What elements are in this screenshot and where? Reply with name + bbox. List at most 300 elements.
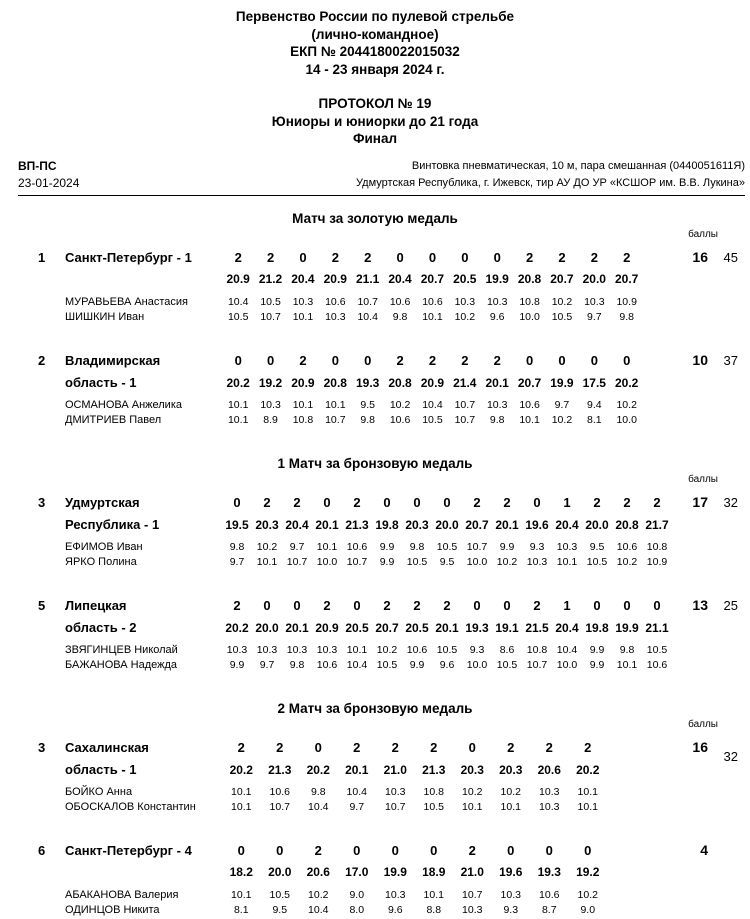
- shot-value: 9.3: [503, 903, 519, 916]
- stage-title: Финал: [352, 131, 398, 146]
- balls-column-header-row: [0, 229, 750, 241]
- shot-value: 2: [623, 494, 631, 510]
- shot-value: 10.5: [422, 413, 443, 426]
- shot-value: 9.7: [349, 800, 365, 813]
- shot-value: 2: [293, 494, 301, 510]
- shot-value: 10.3: [539, 785, 560, 798]
- shot-value: 18.9: [422, 864, 446, 879]
- shot-value: 9.6: [387, 903, 403, 916]
- shot-value: 10.5: [496, 658, 518, 671]
- shot-value: 20.5: [345, 620, 369, 635]
- team-rank: 5: [38, 597, 46, 613]
- shot-value: 10.5: [436, 540, 458, 553]
- shot-value: 21.2: [258, 271, 283, 286]
- shot-value: 10.4: [308, 800, 329, 813]
- shot-value: 9.8: [619, 310, 634, 323]
- athlete-row: [0, 659, 750, 674]
- shot-value: 2: [353, 739, 361, 755]
- shot-value: 0: [237, 842, 245, 858]
- shot-value: 2: [507, 739, 515, 755]
- shot-value: 10.2: [616, 398, 637, 411]
- shot-value: 2: [263, 494, 271, 510]
- shot-value: 20.2: [615, 375, 639, 390]
- shot-value: 10.6: [616, 540, 638, 553]
- secondary-value: 32: [723, 748, 738, 764]
- shot-value: 17.0: [345, 864, 369, 879]
- shot-value: 20.5: [405, 620, 429, 635]
- shot-value: 10.8: [526, 643, 548, 656]
- shot-value: 20.2: [225, 620, 249, 635]
- shot-value: 10.6: [406, 643, 428, 656]
- shot-value: 8.1: [587, 413, 602, 426]
- shot-value: 10.2: [577, 888, 598, 901]
- shot-value: 10.2: [500, 785, 521, 798]
- shot-value: 9.9: [409, 658, 425, 671]
- series-totals-row: [0, 620, 750, 644]
- category-title: Юниоры и юниорки до 21 года: [271, 113, 479, 129]
- shot-value: 10.7: [269, 800, 290, 813]
- shot-value: 9.3: [529, 540, 545, 553]
- shot-value: 10.2: [454, 310, 476, 323]
- athlete-row: [0, 541, 750, 556]
- shot-value: 0: [545, 842, 553, 858]
- shot-value: 9.8: [310, 785, 326, 798]
- shot-value: 0: [276, 842, 284, 858]
- shot-value: 10.7: [454, 413, 476, 426]
- event-date: 23-01-2024: [18, 175, 80, 190]
- shot-value: 2: [413, 597, 421, 613]
- shot-value: 9.0: [349, 888, 365, 901]
- athlete-scores: [222, 541, 672, 553]
- event-code: ВП-ПС: [18, 158, 57, 173]
- section-title: 2 Матч за бронзовую медаль: [277, 700, 473, 716]
- team-rank: 6: [38, 842, 46, 858]
- secondary-value: 37: [723, 352, 738, 368]
- shot-value: 20.9: [420, 375, 445, 390]
- shot-value: 20.4: [555, 517, 579, 532]
- shot-value: 19.6: [525, 517, 549, 532]
- athlete-scores: [222, 296, 643, 308]
- shot-value: 20.0: [268, 864, 292, 879]
- shot-value: 0: [331, 352, 339, 368]
- shot-value: 20.1: [485, 375, 509, 390]
- shot-value: 0: [653, 597, 661, 613]
- shot-value: 2: [653, 494, 661, 510]
- balls-column-header-row: [0, 719, 750, 731]
- team-name-line1: Сахалинская: [65, 739, 149, 755]
- points-row: [0, 842, 750, 865]
- shot-value: 9.5: [360, 398, 375, 411]
- shot-value: 19.5: [225, 517, 249, 532]
- shot-value: 10.1: [422, 310, 443, 323]
- series-totals: [222, 621, 672, 635]
- shot-value: 20.8: [388, 375, 412, 390]
- team-rank: 3: [38, 739, 46, 755]
- shot-value: 9.9: [379, 555, 395, 568]
- event-meta-right: [356, 158, 745, 192]
- shot-value: 21.1: [356, 271, 380, 286]
- athlete-name: ОБОСКАЛОВ Константин: [65, 800, 196, 813]
- shot-value: 0: [266, 352, 275, 368]
- match-points: [222, 250, 643, 265]
- athlete-name: БАЖАНОВА Надежда: [65, 658, 178, 671]
- shot-value: 20.9: [323, 271, 347, 286]
- shot-value: 20.4: [291, 271, 315, 286]
- balls-column-header: баллы: [688, 473, 718, 485]
- tournament-title: Первенство России по пулевой стрельбе: [235, 9, 515, 24]
- team-rank: 1: [38, 249, 46, 265]
- shot-value: 10.2: [616, 555, 638, 568]
- shot-value: 10.7: [325, 413, 346, 426]
- shot-value: 9.9: [589, 658, 605, 671]
- shot-value: 9.7: [587, 310, 602, 323]
- shot-value: 9.8: [289, 658, 305, 671]
- athlete-row: [0, 786, 750, 801]
- shot-value: 2: [493, 352, 501, 368]
- shot-value: 1: [563, 597, 571, 613]
- balls-column-header: баллы: [688, 718, 718, 730]
- shot-value: 0: [396, 249, 404, 265]
- shot-value: 21.3: [422, 762, 446, 777]
- athlete-name: ЕФИМОВ Иван: [65, 540, 143, 553]
- match-points: [222, 843, 607, 858]
- team-block-vladimir1: [0, 352, 750, 429]
- athlete-name: МУРАВЬЕВА Анастасия: [65, 295, 189, 308]
- shot-value: 2: [590, 249, 598, 265]
- series-totals: [222, 763, 607, 777]
- shot-value: 19.9: [550, 375, 574, 390]
- shot-value: 10.4: [227, 295, 249, 308]
- shot-value: 0: [353, 597, 361, 613]
- shot-value: 20.3: [460, 762, 484, 777]
- shot-value: 10.5: [646, 643, 668, 656]
- shot-value: 10.1: [292, 310, 314, 323]
- secondary-value: 45: [723, 249, 738, 265]
- team-rank: 2: [38, 352, 46, 368]
- shot-value: 19.3: [537, 864, 561, 879]
- athlete-row: [0, 904, 750, 919]
- shot-value: 10.2: [376, 643, 398, 656]
- shot-value: 21.7: [645, 517, 669, 532]
- shot-value: 10.6: [316, 658, 338, 671]
- shot-value: 19.3: [465, 620, 489, 635]
- athlete-name: ШИШКИН Иван: [65, 310, 145, 323]
- athlete-row: [0, 311, 750, 326]
- shot-value: 10.1: [423, 888, 444, 901]
- shot-value: 8.7: [541, 903, 557, 916]
- shot-value: 10.5: [423, 800, 444, 813]
- shot-value: 21.5: [525, 620, 549, 635]
- shot-value: 20.7: [550, 271, 574, 286]
- shot-value: 0: [413, 494, 421, 510]
- series-totals-row: [0, 375, 750, 399]
- shot-value: 20.0: [435, 517, 459, 532]
- shot-value: 0: [428, 249, 437, 265]
- shot-value: 2: [331, 249, 339, 265]
- shot-value: 0: [590, 352, 598, 368]
- shot-value: 10.3: [385, 888, 406, 901]
- shot-value: 0: [383, 494, 391, 510]
- athlete-scores: [222, 801, 607, 813]
- shot-value: 21.3: [268, 762, 292, 777]
- shot-value: 0: [364, 352, 372, 368]
- shot-value: 10.7: [385, 800, 406, 813]
- shot-value: 20.2: [226, 375, 250, 390]
- shot-value: 20.6: [537, 762, 561, 777]
- shot-value: 10.0: [466, 555, 488, 568]
- shot-value: 10.6: [389, 295, 411, 308]
- shot-value: 10.4: [346, 785, 367, 798]
- section-title: Матч за золотую медаль: [292, 210, 458, 226]
- shot-value: 10.1: [325, 398, 346, 411]
- shot-value: 10.3: [526, 555, 548, 568]
- shot-value: 10.8: [423, 785, 444, 798]
- athlete-row: [0, 414, 750, 429]
- shot-value: 2: [314, 842, 322, 858]
- shot-value: 10.3: [256, 643, 278, 656]
- shot-value: 20.5: [453, 271, 477, 286]
- shot-value: 10.3: [260, 398, 281, 411]
- shot-value: 21.0: [460, 864, 484, 879]
- shot-value: 2: [443, 597, 451, 613]
- shot-value: 10.9: [646, 555, 668, 568]
- series-totals: [222, 518, 672, 532]
- shot-value: 2: [276, 739, 284, 755]
- shot-value: 20.9: [291, 375, 315, 390]
- shot-value: 10.2: [551, 295, 573, 308]
- shot-value: 20.1: [285, 620, 309, 635]
- shot-value: 10.2: [256, 540, 278, 553]
- shot-value: 9.5: [589, 540, 605, 553]
- shot-value: 20.2: [576, 762, 600, 777]
- venue-info: Удмуртская Республика, г. Ижевск, тир АУ ДО УР «КСШОР им. В.В. Лукина»: [356, 176, 745, 189]
- shot-value: 10.5: [269, 888, 290, 901]
- shot-value: 10.7: [462, 888, 483, 901]
- shot-value: 20.9: [226, 271, 250, 286]
- shot-value: 10.7: [260, 310, 281, 323]
- team-name-line1: Липецкая: [65, 597, 127, 613]
- match-points: [222, 598, 672, 613]
- series-totals: [222, 865, 607, 879]
- athlete-scores: [222, 556, 672, 568]
- shot-value: 20.7: [375, 620, 399, 635]
- shot-value: 10.3: [539, 800, 560, 813]
- shot-value: 10.6: [539, 888, 560, 901]
- shot-value: 10.2: [389, 398, 411, 411]
- shot-value: 20.2: [229, 762, 253, 777]
- shot-value: 10.7: [526, 658, 548, 671]
- shot-value: 10.1: [292, 398, 314, 411]
- shot-value: 9.9: [379, 540, 395, 553]
- shot-value: 9.8: [619, 643, 635, 656]
- shot-value: 9.5: [439, 555, 455, 568]
- athlete-row: [0, 556, 750, 571]
- shot-value: 2: [428, 352, 437, 368]
- shot-value: 10.1: [231, 888, 252, 901]
- shot-value: 20.3: [255, 517, 279, 532]
- shot-value: 0: [314, 739, 322, 755]
- shot-value: 20.3: [499, 762, 523, 777]
- shot-value: 2: [391, 739, 399, 755]
- shot-value: 10.3: [292, 295, 314, 308]
- balls-value: 16: [692, 738, 708, 755]
- shot-value: 10.1: [231, 800, 252, 813]
- shot-value: 10.7: [466, 540, 488, 553]
- shot-value: 10.2: [551, 413, 573, 426]
- team-name-line1: Санкт-Петербург - 1: [65, 249, 192, 265]
- shot-value: 10.4: [357, 310, 378, 323]
- athlete-name: ЯРКО Полина: [65, 555, 137, 568]
- shot-value: 2: [364, 249, 372, 265]
- shot-value: 20.0: [582, 271, 606, 286]
- shot-value: 0: [473, 597, 481, 613]
- shot-value: 21.0: [383, 762, 407, 777]
- balls-value: 13: [692, 596, 708, 613]
- team-name-line2: Республика - 1: [65, 516, 160, 532]
- shot-value: 10.1: [256, 555, 278, 568]
- shot-value: 9.6: [439, 658, 455, 671]
- athlete-scores: [222, 399, 643, 411]
- team-name-line2: область - 1: [65, 761, 137, 777]
- shot-value: 10.4: [308, 903, 329, 916]
- shot-value: 2: [396, 352, 404, 368]
- ekp-number: ЕКП № 2044180022015032: [290, 44, 460, 59]
- shot-value: 10.7: [286, 555, 308, 568]
- shot-value: 9.0: [580, 903, 596, 916]
- shot-value: 19.8: [585, 620, 609, 635]
- series-totals-row: [0, 865, 750, 889]
- points-row: [0, 249, 750, 272]
- athlete-row: [0, 801, 750, 816]
- athlete-scores: [222, 644, 672, 656]
- event-meta-strip: [18, 158, 745, 196]
- shot-value: 10.7: [346, 555, 368, 568]
- team-name-line1: Удмуртская: [65, 494, 140, 510]
- shot-value: 0: [503, 597, 511, 613]
- shot-value: 10.5: [551, 310, 573, 323]
- shot-value: 10.1: [227, 413, 249, 426]
- shot-value: 20.7: [615, 271, 639, 286]
- athlete-scores: [222, 889, 607, 901]
- secondary-value: 25: [723, 597, 738, 613]
- shot-value: 10.8: [646, 540, 668, 553]
- shot-value: 10.7: [454, 398, 476, 411]
- shot-value: 10.3: [226, 643, 248, 656]
- shot-value: 2: [533, 597, 541, 613]
- shot-value: 0: [293, 597, 301, 613]
- shot-value: 10.4: [422, 398, 443, 411]
- section-title: 1 Матч за бронзовую медаль: [277, 455, 473, 471]
- shot-value: 0: [234, 352, 242, 368]
- shot-value: 10.1: [500, 800, 521, 813]
- shot-value: 20.8: [517, 271, 542, 286]
- section-bronze-medal-match-1: [0, 455, 750, 674]
- balls-value: 4: [700, 841, 708, 858]
- shot-value: 19.9: [383, 864, 407, 879]
- team-block-spb1: [0, 249, 750, 326]
- shot-value: 2: [468, 842, 476, 858]
- shot-value: 0: [533, 494, 541, 510]
- balls-value: 10: [692, 351, 708, 368]
- shot-value: 19.3: [356, 375, 380, 390]
- tournament-subtitle: (лично-командное): [311, 26, 439, 42]
- points-row: [0, 597, 750, 620]
- shot-value: 20.1: [345, 762, 369, 777]
- match-points: [222, 740, 607, 755]
- balls-column-header-row: [0, 474, 750, 486]
- shot-value: 10.5: [260, 295, 281, 308]
- shot-value: 8.0: [349, 903, 365, 916]
- points-row: [0, 739, 750, 762]
- athlete-name: ОСМАНОВА Анжелика: [65, 398, 182, 411]
- team-rank: 3: [38, 494, 46, 510]
- shot-value: 9.8: [489, 413, 505, 426]
- shot-value: 10.3: [584, 295, 605, 308]
- shot-value: 18.2: [229, 864, 253, 879]
- shot-value: 9.3: [469, 643, 485, 656]
- athlete-scores: [222, 414, 643, 426]
- shot-value: 0: [558, 352, 566, 368]
- shot-value: 10.3: [325, 310, 346, 323]
- event-meta-left: [18, 158, 79, 192]
- shot-value: 10.1: [616, 658, 638, 671]
- shot-value: 10.2: [462, 785, 483, 798]
- athlete-row: [0, 399, 750, 414]
- shot-value: 19.9: [485, 271, 509, 286]
- shot-value: 9.7: [259, 658, 275, 671]
- shot-value: 9.9: [589, 643, 605, 656]
- shot-value: 9.7: [554, 398, 570, 411]
- shot-value: 2: [299, 352, 307, 368]
- shot-value: 20.1: [315, 517, 339, 532]
- shot-value: 0: [323, 494, 331, 510]
- shot-value: 10.1: [519, 413, 540, 426]
- shot-value: 0: [623, 352, 631, 368]
- shot-value: 2: [558, 249, 566, 265]
- shot-value: 20.0: [255, 620, 279, 635]
- shot-value: 10.0: [316, 555, 338, 568]
- shot-value: 20.9: [315, 620, 339, 635]
- shot-value: 0: [525, 352, 534, 368]
- shot-value: 10.0: [556, 658, 578, 671]
- shot-value: 10.7: [357, 295, 378, 308]
- shot-value: 19.2: [576, 864, 600, 879]
- shot-value: 9.9: [499, 540, 515, 553]
- athlete-scores: [222, 659, 672, 671]
- shot-value: 9.6: [489, 310, 505, 323]
- balls-value: 17: [692, 493, 708, 510]
- series-totals-row: [0, 272, 750, 296]
- shot-value: 2: [323, 597, 331, 613]
- series-totals: [222, 272, 643, 286]
- shot-value: 9.8: [360, 413, 375, 426]
- shot-value: 19.6: [499, 864, 523, 879]
- team-block-udmurtia1: [0, 494, 750, 571]
- shot-value: 10.5: [436, 643, 458, 656]
- shot-value: 20.3: [405, 517, 429, 532]
- shot-value: 0: [623, 597, 631, 613]
- shot-value: 2: [234, 249, 242, 265]
- shot-value: 2: [237, 739, 245, 755]
- secondary-value: 32: [723, 494, 738, 510]
- section-gold-medal-match: [0, 210, 750, 429]
- shot-value: 10.1: [556, 555, 578, 568]
- shot-value: 10.1: [346, 643, 368, 656]
- shot-value: 10.6: [325, 295, 346, 308]
- shot-value: 10.1: [577, 800, 598, 813]
- match-points: [222, 495, 672, 510]
- shot-value: 2: [584, 739, 592, 755]
